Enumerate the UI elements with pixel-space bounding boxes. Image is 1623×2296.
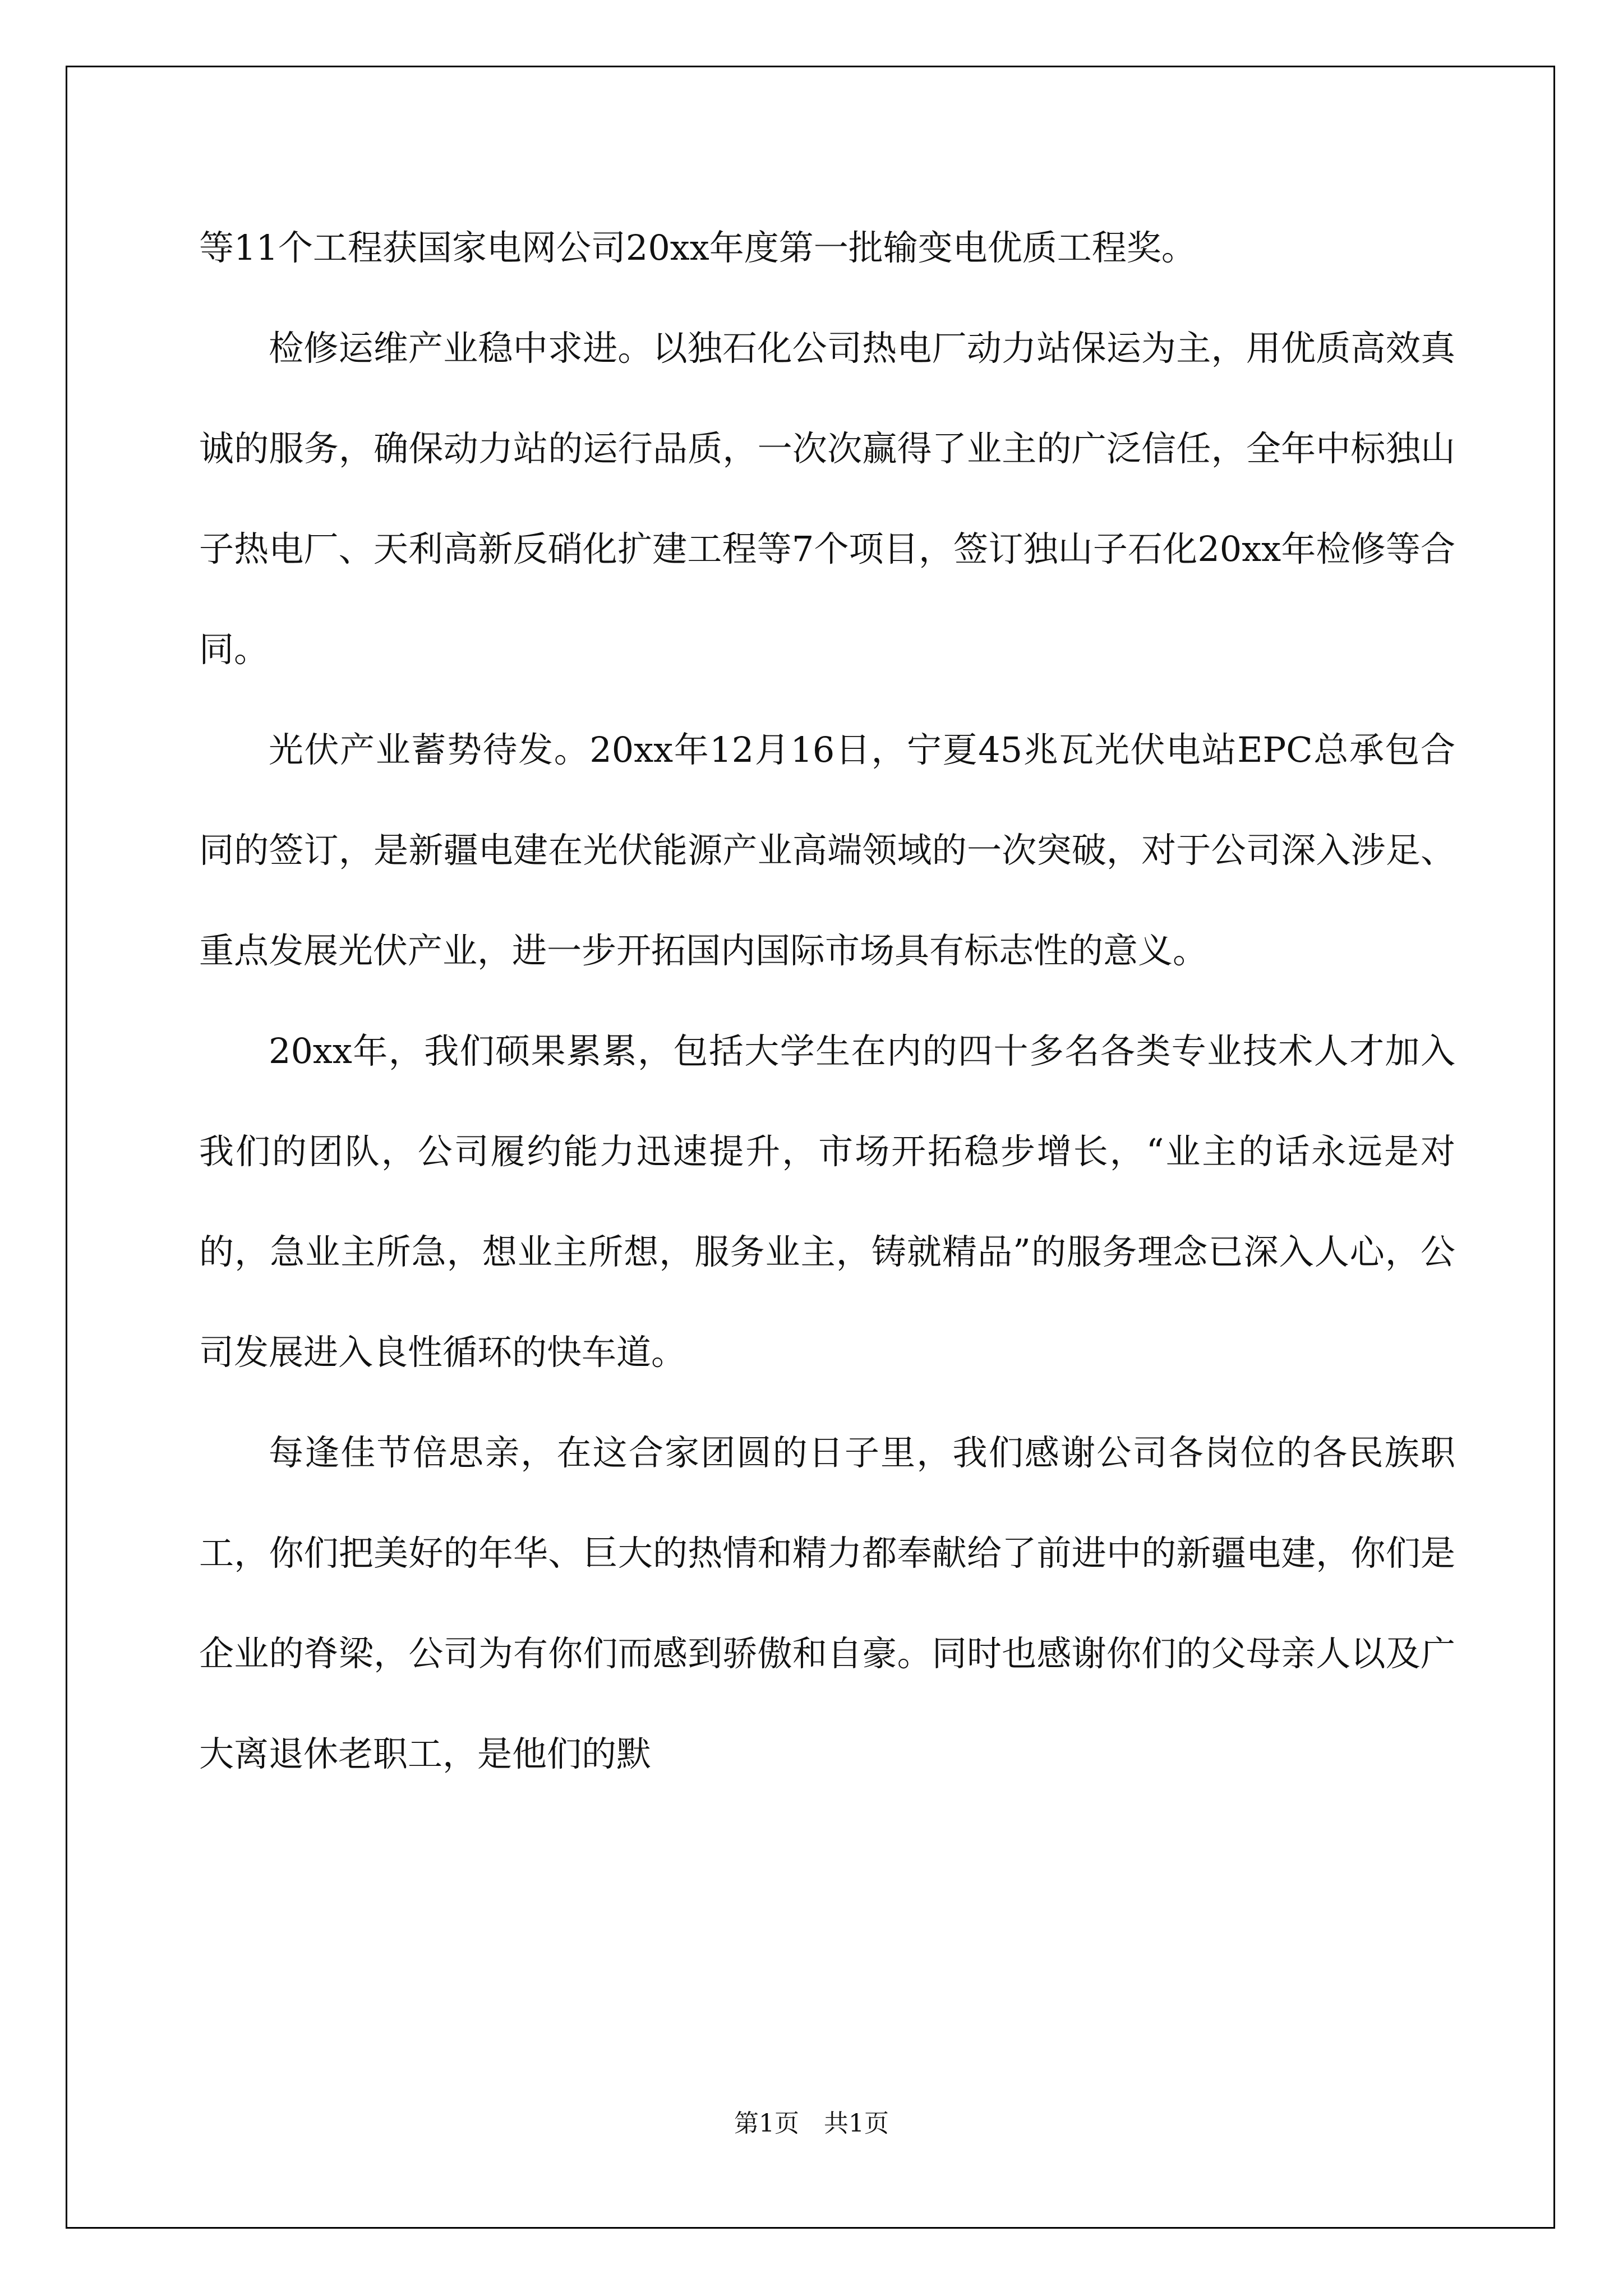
paragraph-maintenance: 检修运维产业稳中求进。以独石化公司热电厂动力站保运为主，用优质高效真诚的服务，确保动力站的运行品质，一次次赢得了业主的广泛信任，全年中标独山子热电厂、天利高新反硝化扩建工程等7个项目，签订独山子石化20xx年检修等合同。 [199, 328, 1455, 670]
paragraph-achievements: 20xx年，我们硕果累累，包括大学生在内的四十多名各类专业技术人才加入我们的团队，公司履约能力迅速提升，市场开拓稳步增长，“业主的话永远是对的，急业主所急，想业主所想，服务业主，铸就精品”的服务理念已深入人心，公司发展进入良性循环的快车道。 [199, 1030, 1455, 1373]
paragraph-gratitude: 每逢佳节倍思亲，在这合家团圆的日子里，我们感谢公司各岗位的各民族职工，你们把美好的年华、巨大的热情和精力都奉献给了前进中的新疆电建，你们是企业的脊梁，公司为有你们而感到骄傲和自豪。同时也感谢你们的父母亲人以及广大离退休老职工，是他们的默 [199, 1432, 1455, 1774]
page-total: 共1页 [824, 2109, 889, 2138]
page-number: 第1页 [734, 2109, 799, 2138]
paragraph-continuation: 等11个工程获国家电网公司20xx年度第一批输变电优质工程奖。 [199, 227, 1196, 268]
page-footer [0, 2107, 1623, 2141]
document-body [199, 197, 1455, 1804]
paragraph-photovoltaic: 光伏产业蓄势待发。20xx年12月16日，宁夏45兆瓦光伏电站EPC总承包合同的签订，是新疆电建在光伏能源产业高端领域的一次突破，对于公司深入涉足、重点发展光伏产业，进一步开拓国内国际市场具有标志性的意义。 [199, 729, 1455, 971]
